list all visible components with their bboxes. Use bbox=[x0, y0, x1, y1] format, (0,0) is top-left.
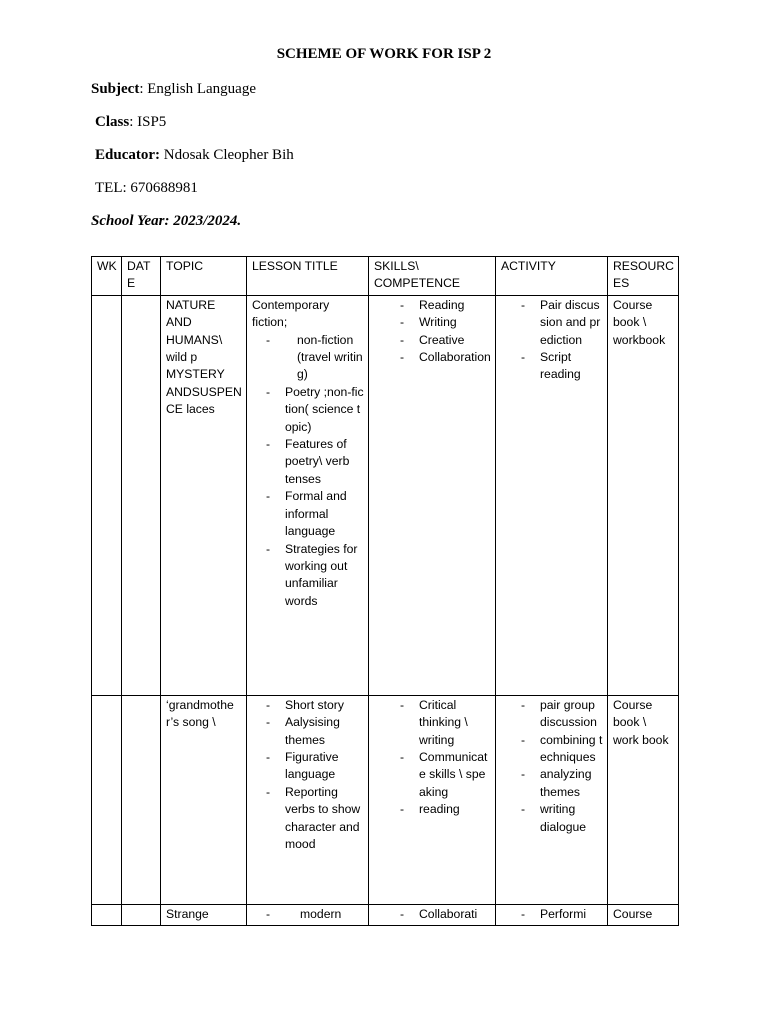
cell-resources: Course book \ work book bbox=[608, 695, 679, 904]
header-wk: WK bbox=[92, 257, 122, 296]
cell-activity bbox=[496, 295, 608, 695]
table-header-row bbox=[92, 257, 679, 296]
header-activity: ACTIVITY bbox=[496, 257, 608, 296]
skill-item: - Reading bbox=[386, 297, 491, 314]
header-date: DATE bbox=[122, 257, 161, 296]
skill-item: - Critical thinking \ writing bbox=[386, 697, 491, 749]
cell-topic: ‘grandmother’s song \ bbox=[161, 695, 247, 904]
subject-line bbox=[91, 80, 256, 98]
header-topic: TOPIC bbox=[161, 257, 247, 296]
activity-list bbox=[507, 297, 603, 384]
skills-list bbox=[386, 697, 491, 819]
activity-list bbox=[507, 697, 603, 836]
activity-item: - pair group discussion bbox=[507, 697, 603, 732]
cell-skills bbox=[369, 295, 496, 695]
lesson-item: - Features of poetry\ verb tenses bbox=[252, 436, 364, 488]
skills-list bbox=[386, 297, 491, 367]
lesson-item: - Poetry ;non-fiction( science topic) bbox=[252, 384, 364, 436]
cell-skills bbox=[369, 695, 496, 904]
lesson-item: - Formal and informal language bbox=[252, 488, 364, 540]
activity-item: - Performi bbox=[507, 906, 603, 923]
cell-date bbox=[122, 695, 161, 904]
tel-line: TEL: 670688981 bbox=[95, 180, 198, 196]
activity-item: - Script reading bbox=[507, 349, 603, 384]
lesson-intro: Contemporary fiction; bbox=[252, 297, 330, 330]
cell-wk bbox=[92, 904, 122, 925]
header-skills: SKILLS\ COMPETENCE bbox=[369, 257, 496, 296]
class-label: Class bbox=[95, 114, 130, 130]
skill-item: - Writing bbox=[386, 314, 491, 331]
table-row bbox=[92, 695, 679, 904]
cell-topic: NATURE AND HUMANS\ wild p MYSTERY ANDSUSPENCE laces bbox=[161, 295, 247, 695]
table-row bbox=[92, 904, 679, 925]
skill-item: - Creative bbox=[386, 332, 491, 349]
scheme-table bbox=[91, 256, 679, 926]
subject-label: Subject bbox=[91, 81, 140, 97]
cell-wk bbox=[92, 295, 122, 695]
skill-item: - Collaborati bbox=[386, 906, 491, 923]
class-value: : ISP5 bbox=[129, 114, 167, 130]
cell-topic: Strange bbox=[161, 904, 247, 925]
cell-activity bbox=[496, 904, 608, 925]
lesson-item: - Aalysising themes bbox=[252, 714, 364, 749]
lesson-item: - Short story bbox=[252, 697, 364, 714]
lesson-list bbox=[252, 697, 364, 854]
school-year: School Year: 2023/2024. bbox=[91, 213, 242, 229]
cell-lesson bbox=[247, 904, 369, 925]
lesson-item: - Reporting verbs to show character and mood bbox=[252, 784, 364, 854]
cell-activity bbox=[496, 695, 608, 904]
cell-date bbox=[122, 904, 161, 925]
lesson-item: - Strategies for working out unfamiliar words bbox=[252, 541, 364, 611]
cell-date bbox=[122, 295, 161, 695]
lesson-item: - Figurative language bbox=[252, 749, 364, 784]
subject-value: : English Language bbox=[139, 81, 256, 97]
skill-item: - Collaboration bbox=[386, 349, 491, 366]
cell-skills bbox=[369, 904, 496, 925]
header-resources: RESOURCES bbox=[608, 257, 679, 296]
educator-value: Ndosak Cleopher Bih bbox=[160, 147, 294, 163]
skills-list bbox=[386, 906, 491, 923]
cell-resources: Course book \ workbook bbox=[608, 295, 679, 695]
skill-item: - reading bbox=[386, 801, 491, 818]
activity-item: - writing dialogue bbox=[507, 801, 603, 836]
lesson-item: - modern bbox=[252, 906, 364, 923]
activity-item: - Pair discussion and prediction bbox=[507, 297, 603, 349]
lesson-list bbox=[252, 332, 364, 611]
cell-resources: Course bbox=[608, 904, 679, 925]
table-row bbox=[92, 295, 679, 695]
skill-item: - Communicate skills \ speaking bbox=[386, 749, 491, 801]
header-lesson-title: LESSON TITLE bbox=[247, 257, 369, 296]
class-line bbox=[95, 113, 166, 131]
cell-lesson bbox=[247, 695, 369, 904]
activity-list bbox=[507, 906, 603, 923]
activity-item: - combining techniques bbox=[507, 732, 603, 767]
lesson-list bbox=[252, 906, 364, 923]
document-title: SCHEME OF WORK FOR ISP 2 bbox=[276, 46, 492, 62]
lesson-item: - non-fiction (travel writing) bbox=[252, 332, 364, 384]
cell-lesson bbox=[247, 295, 369, 695]
activity-item: - analyzing themes bbox=[507, 766, 603, 801]
educator-line bbox=[95, 146, 294, 164]
educator-label: Educator: bbox=[95, 147, 160, 163]
cell-wk bbox=[92, 695, 122, 904]
